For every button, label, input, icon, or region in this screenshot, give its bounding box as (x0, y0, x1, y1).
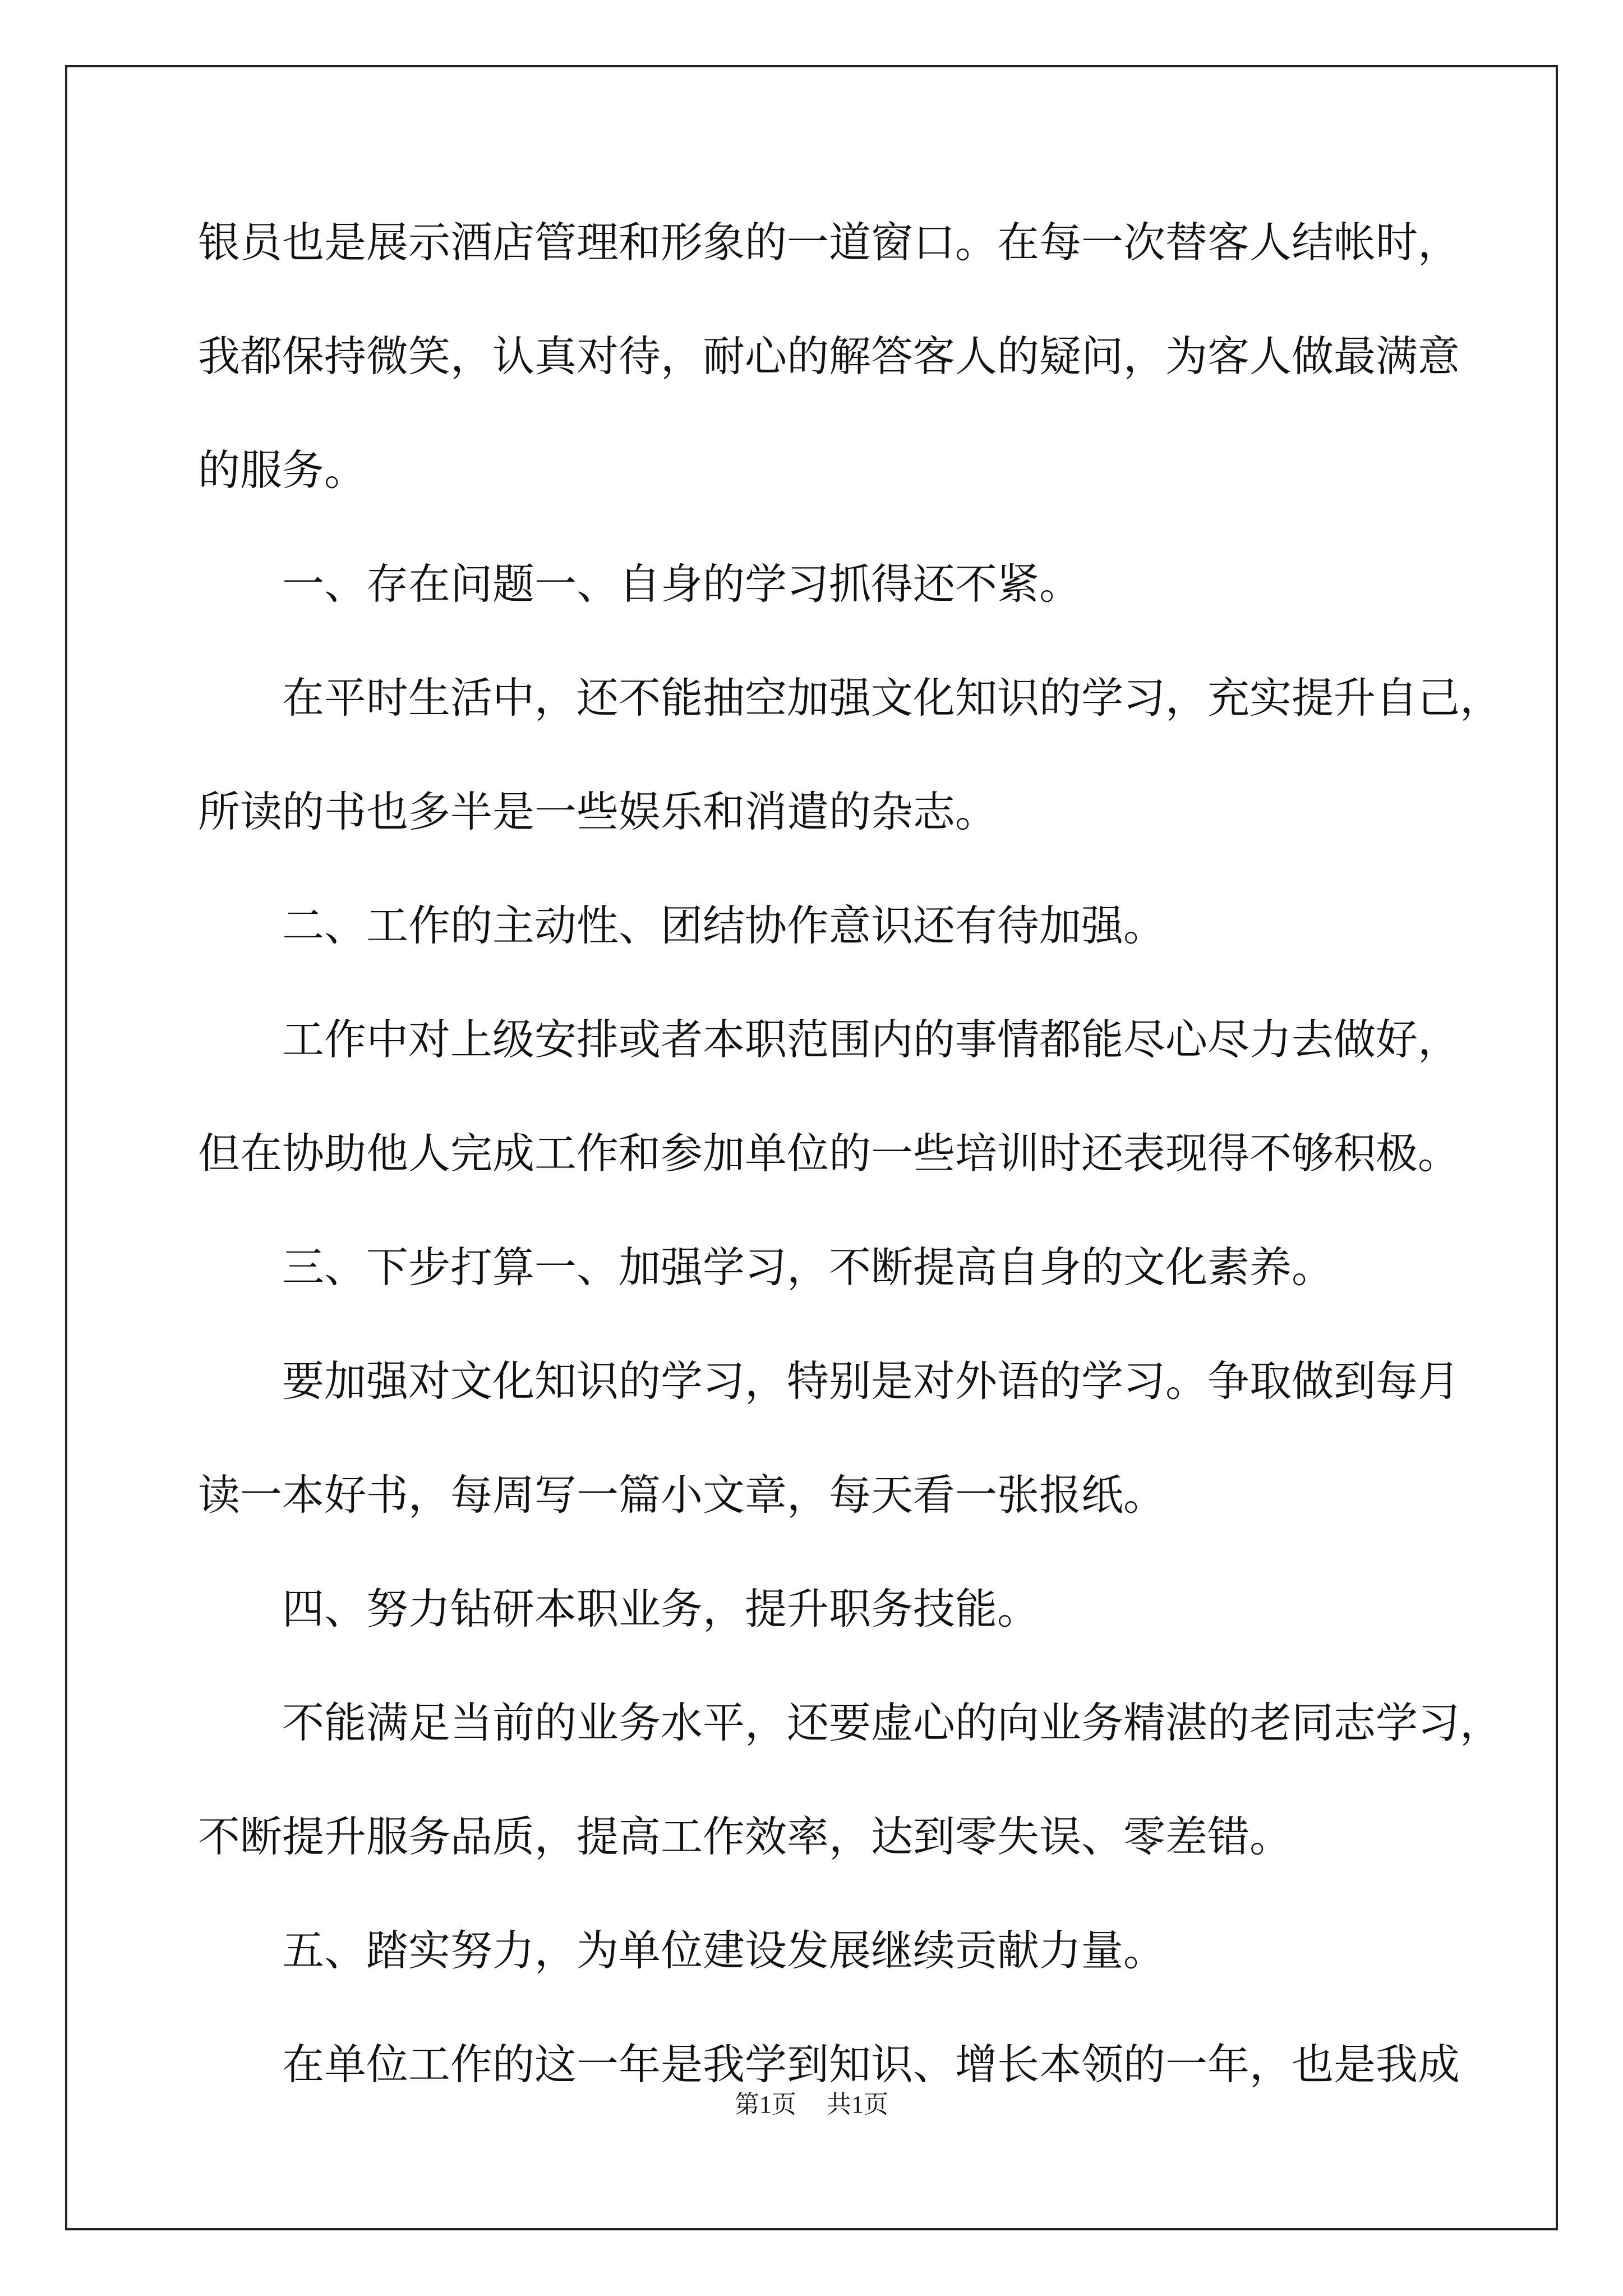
text-line: 不能满足当前的业务水平，还要虚心的向业务精湛的老同志学习， (282, 1698, 1502, 1747)
section-heading: 二、工作的主动性、团结协作意识还有待加强。 (282, 901, 1166, 950)
page-total: 共1页 (827, 2091, 888, 2118)
section-heading: 三、下步打算一、加强学习，不断提高自身的文化素养。 (282, 1243, 1334, 1292)
section-heading: 四、努力钻研本职业务，提升职务技能。 (282, 1584, 1040, 1634)
text-line: 不断提升服务品质，提高工作效率，达到零失误、零差错。 (198, 1812, 1292, 1861)
section-heading: 五、踏实努力，为单位建设发展继续贡献力量。 (282, 1926, 1166, 1975)
page-number: 第1页 (735, 2091, 796, 2118)
text-line: 的服务。 (198, 445, 367, 495)
section-heading: 一、存在问题一、自身的学习抓得还不紧。 (282, 559, 1082, 609)
text-line: 读一本好书，每周写一篇小文章，每天看一张报纸。 (198, 1470, 1166, 1520)
page-footer (0, 2088, 1623, 2122)
text-line: 在平时生活中，还不能抽空加强文化知识的学习，充实提升自己， (282, 673, 1502, 723)
document-body (198, 209, 1502, 2145)
text-line: 所读的书也多半是一些娱乐和消遣的杂志。 (198, 787, 998, 836)
text-line: 我都保持微笑，认真对待，耐心的解答客人的疑问，为客人做最满意 (198, 332, 1460, 381)
text-line: 在单位工作的这一年是我学到知识、增长本领的一年，也是我成 (282, 2040, 1460, 2089)
text-line: 银员也是展示酒店管理和形象的一道窗口。在每一次替客人结帐时， (198, 218, 1460, 267)
text-line: 但在协助他人完成工作和参加单位的一些培训时还表现得不够积极。 (198, 1129, 1460, 1178)
text-line: 要加强对文化知识的学习，特别是对外语的学习。争取做到每月 (282, 1356, 1460, 1406)
text-line: 工作中对上级安排或者本职范围内的事情都能尽心尽力去做好， (282, 1015, 1460, 1064)
